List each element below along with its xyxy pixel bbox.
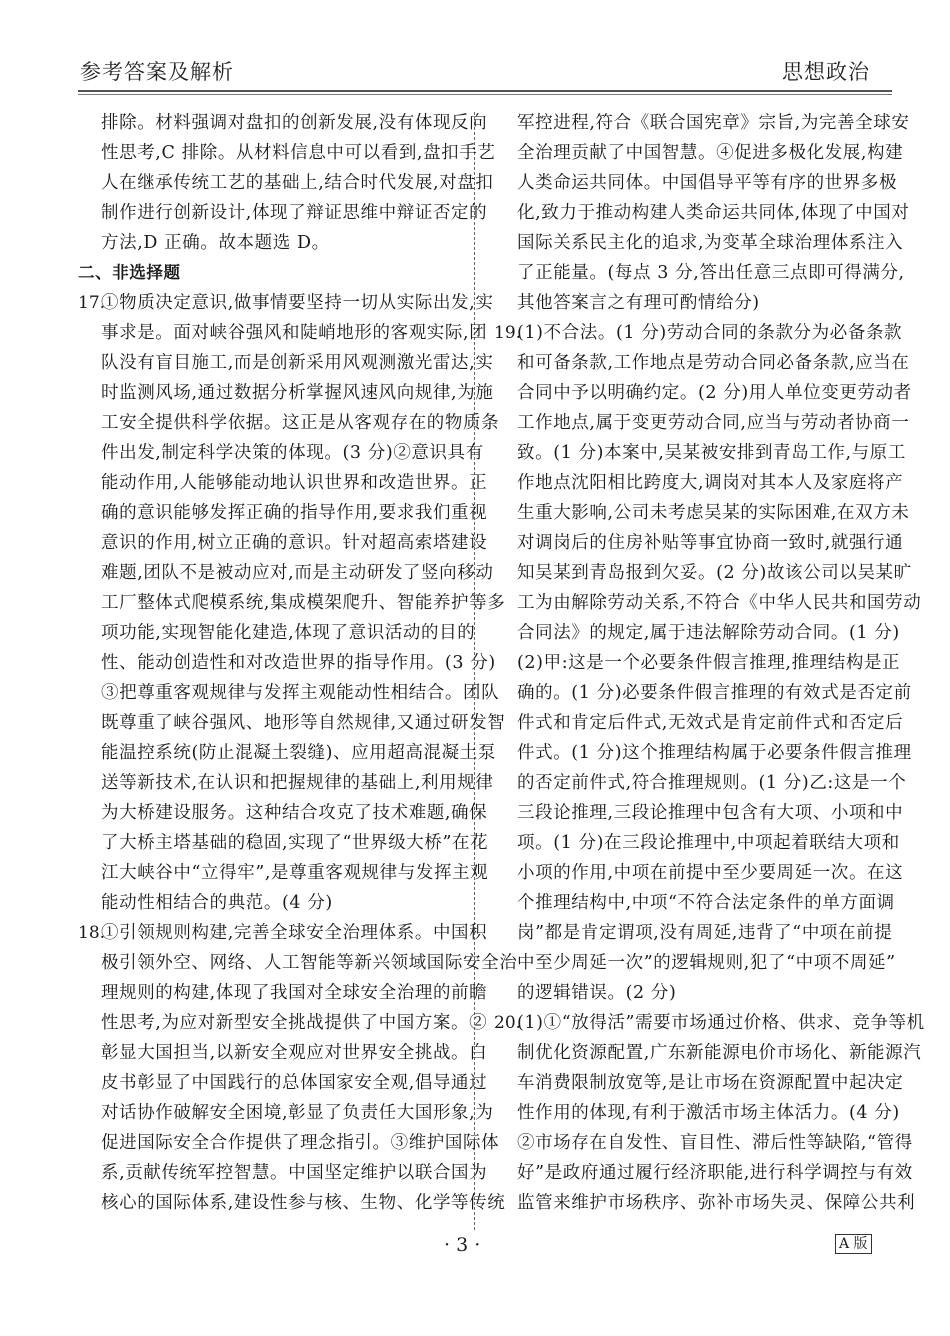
line-text: 人类命运共同体。中国倡导平等有序的世界多极 [517, 173, 898, 193]
line-text: 化,致力于推动构建人类命运共同体,体现了中国对 [517, 203, 910, 223]
text-line [494, 738, 912, 768]
line-text: 对调岗后的住房补贴等事宜协商一致时,就强行通 [517, 533, 904, 553]
line-text: 为大桥建设服务。这种结合攻克了技术难题,确保 [101, 803, 488, 823]
line-text: 工厂整体式爬模系统,集成模架爬升、智能养护等多 [101, 593, 506, 613]
text-line [78, 588, 506, 618]
line-text: 彰显大国担当,以新安全观应对世界安全挑战。白 [101, 1043, 488, 1063]
line-text: 促进国际安全合作提供了理念指引。③维护国际体 [101, 1133, 500, 1153]
text-line [78, 828, 489, 858]
line-text: 制作进行创新设计,体现了辩证思维中辩证否定的 [101, 203, 488, 223]
text-line [78, 678, 500, 708]
text-line [494, 1158, 913, 1188]
text-line [78, 948, 518, 978]
text-line [78, 438, 484, 468]
line-text: 合同中予以明确约定。(2 分)用人单位变更劳动者 [517, 383, 912, 403]
text-line [78, 348, 494, 378]
text-line [78, 528, 488, 558]
text-line [78, 888, 462, 918]
text-line [494, 1008, 925, 1038]
text-line [494, 348, 910, 378]
line-text: 件式和肯定后件式,无效式是肯定前件式和否定后 [517, 713, 904, 733]
text-line [78, 168, 494, 198]
text-line [494, 378, 912, 408]
line-text: 知吴某到青岛报到欠妥。(2 分)故该公司以吴某旷 [517, 563, 912, 583]
text-line [78, 468, 488, 498]
text-line [78, 138, 496, 168]
text-line [494, 198, 910, 228]
text-line [494, 258, 905, 288]
text-line [494, 468, 904, 498]
line-text: 好”是政府通过履行经济职能,进行科学调控与有效 [517, 1163, 913, 1183]
line-text: 小项的作用,中项在前提中至少要周延一次。在这 [517, 863, 904, 883]
text-line [494, 108, 910, 138]
text-line [78, 648, 496, 678]
text-line [494, 318, 903, 348]
text-line [494, 948, 896, 978]
version-badge: A 版 [835, 1234, 872, 1254]
text-line [494, 678, 912, 708]
text-line [78, 1068, 488, 1098]
text-line [78, 768, 494, 798]
text-line [78, 708, 506, 738]
text-line [494, 558, 912, 588]
line-text: 事求是。面对峡谷强风和陡峭地形的客观实际,团 [101, 323, 488, 343]
line-text: 性作用的体现,有利于激活市场主体活力。(4 分) [517, 1103, 900, 1123]
line-text: 确的。(1 分)必要条件假言推理的有效式是否定前 [517, 683, 912, 703]
line-text: 理规则的构建,体现了我国对全球安全治理的前瞻 [101, 983, 488, 1003]
text-line [494, 1128, 913, 1158]
text-line [78, 1038, 488, 1068]
line-text: ①引领规则构建,完善全球安全治理体系。中国积 [101, 923, 488, 943]
line-text: 车消费限制放宽等,是让市场在资源配置中起决定 [517, 1073, 904, 1093]
question-number: 20. [494, 1013, 522, 1033]
line-text: 全治理贡献了中国智慧。④促进多极化发展,构建 [517, 143, 904, 163]
text-line [494, 798, 904, 828]
question-number: 18. [78, 923, 106, 943]
text-line [494, 588, 922, 618]
text-line [78, 918, 488, 948]
line-text: 工安全提供科学依据。这正是从客观存在的物质条 [101, 413, 500, 433]
line-text: 系,贡献传统军控智慧。中国坚定维护以联合国为 [101, 1163, 488, 1183]
line-text: 工作地点,属于变更劳动合同,应当与劳动者协商一 [517, 413, 910, 433]
text-line [494, 1038, 922, 1068]
line-text: 能动作用,人能够能动地认识世界和改造世界。正 [101, 473, 488, 493]
line-text: 性思考,C 排除。从材料信息中可以看到,盘扣手艺 [101, 143, 496, 163]
line-text: 既尊重了峡谷强风、地形等自然规律,又通过研发智 [101, 713, 506, 733]
text-line [78, 618, 476, 648]
line-text: (1)①“放得活”需要市场通过价格、供求、竞争等机 [517, 1013, 925, 1033]
line-text: 江大峡谷中“立得牢”,是尊重客观规律与发挥主观 [101, 863, 489, 883]
text-line [494, 768, 907, 798]
line-text: 项。(1 分)在三段论推理中,中项起着联结大项和 [517, 833, 900, 853]
line-text: 制优化资源配置,广东新能源电价市场化、新能源汽 [517, 1043, 922, 1063]
line-text: 意识的作用,树立正确的意识。针对超高索塔建设 [101, 533, 488, 553]
line-text: 方法,D 正确。故本题选 D。 [101, 233, 330, 253]
line-text: 件出发,制定科学决策的体现。(3 分)②意识具有 [101, 443, 484, 463]
text-line [78, 978, 488, 1008]
subject-title: 思想政治 [782, 60, 870, 84]
section-heading: 二、非选择题 [78, 263, 181, 282]
text-line [78, 1008, 488, 1038]
line-text: 能温控系统(防止混凝土裂缝)、应用超高混凝土泵 [101, 743, 496, 763]
text-line [494, 1188, 916, 1218]
line-text: 性思考,为应对新型安全挑战提供了中国方案。② [101, 1013, 488, 1033]
line-text: 国际关系民主化的追求,为变革全球治理体系注入 [517, 233, 904, 253]
text-line [494, 978, 878, 1008]
text-line [78, 1098, 494, 1128]
text-line [494, 1068, 904, 1098]
header-rule-thin [78, 94, 892, 95]
line-text: 送等新技术,在认识和把握规律的基础上,利用规律 [101, 773, 494, 793]
text-line [78, 1128, 500, 1158]
text-line [78, 1188, 506, 1218]
line-text: 和可备条款,工作地点是劳动合同必备条款,应当在 [517, 353, 910, 373]
line-text: 的逻辑错误。(2 分) [517, 983, 677, 1003]
line-text: 了正能量。(每点 3 分,答出任意三点即可得满分, [517, 263, 905, 283]
line-text: 岗”都是肯定谓项,没有周延,违背了“中项在前提 [517, 923, 893, 943]
line-text: 作地点沈阳相比跨度大,调岗对其本人及家庭将产 [517, 473, 904, 493]
line-text: ②市场存在自发性、盲目性、滞后性等缺陷,“管得 [517, 1133, 913, 1153]
line-text: 军控进程,符合《联合国宪章》宗旨,为完善全球安 [517, 113, 910, 133]
line-text: ③把尊重客观规律与发挥主观能动性相结合。团队 [101, 683, 500, 703]
line-text: 的否定前件式,符合推理规则。(1 分)乙:这是一个 [517, 773, 907, 793]
line-text: 队没有盲目施工,而是创新采用风观测激光雷达,实 [101, 353, 494, 373]
text-line [494, 228, 904, 258]
text-line [494, 618, 900, 648]
text-line [78, 228, 462, 258]
text-line [494, 498, 910, 528]
line-text: 核心的国际体系,建设性参与核、生物、化学等传统 [101, 1193, 506, 1213]
text-line [494, 708, 904, 738]
text-line [78, 498, 488, 528]
line-text: 确的意识能够发挥正确的指导作用,要求我们重视 [101, 503, 488, 523]
text-line [78, 558, 494, 588]
text-line [494, 648, 901, 678]
line-text: 个推理结构中,中项“不符合法定条件的单方面调 [517, 893, 895, 913]
text-line [494, 888, 895, 918]
text-line [494, 168, 898, 198]
text-line [78, 858, 489, 888]
line-text: 项功能,实现智能化建造,体现了意识活动的目的 [101, 623, 476, 643]
line-text: 生重大影响,公司未考虑吴某的实际困难,在双方未 [517, 503, 910, 523]
text-line [78, 288, 494, 318]
text-line [78, 318, 488, 348]
page-header [80, 58, 872, 88]
line-text: 性、能动创造性和对改造世界的指导作用。(3 分) [101, 653, 496, 673]
line-text: 难题,团队不是被动应对,而是主动研发了竖向移动 [101, 563, 494, 583]
line-text: 件式。(1 分)这个推理结构属于必要条件假言推理 [517, 743, 912, 763]
page-number: · 3 · [444, 1234, 481, 1256]
text-line [494, 858, 904, 888]
text-line [78, 198, 488, 228]
question-number: 17. [78, 293, 106, 313]
line-text: 能动性相结合的典范。(4 分) [101, 893, 333, 913]
document-title: 参考答案及解析 [80, 60, 234, 84]
text-line [494, 408, 910, 438]
line-text: 合同法》的规定,属于违法解除劳动合同。(1 分) [517, 623, 900, 643]
text-line [494, 138, 904, 168]
line-text: 时监测风场,通过数据分析掌握风速风向规律,为施 [101, 383, 494, 403]
line-text: 其他答案言之有理可酌情给分) [517, 293, 760, 313]
line-text: (2)甲:这是一个必要条件假言推理,推理结构是正 [517, 653, 901, 673]
right-column [494, 108, 925, 1218]
question-number: 19. [494, 323, 522, 343]
line-text: ①物质决定意识,做事情要坚持一切从实际出发,实 [101, 293, 494, 313]
text-line [494, 918, 893, 948]
line-text: 中至少周延一次”的逻辑规则,犯了“中项不周延” [517, 953, 896, 973]
line-text: 三段论推理,三段论推理中包含有大项、小项和中 [517, 803, 904, 823]
text-line [494, 828, 900, 858]
line-text: 对话协作破解安全困境,彰显了负责任大国形象,为 [101, 1103, 494, 1123]
text-line [78, 378, 494, 408]
header-rule [78, 90, 892, 92]
text-line [78, 738, 496, 768]
line-text: 排除。材料强调对盘扣的创新发展,没有体现反向 [101, 113, 488, 133]
line-text: 人在继承传统工艺的基础上,结合时代发展,对盘扣 [101, 173, 494, 193]
line-text: 了大桥主塔基础的稳固,实现了“世界级大桥”在花 [101, 833, 489, 853]
text-line [78, 798, 488, 828]
page-footer [0, 1234, 950, 1258]
line-text: 致。(1 分)本案中,吴某被安排到青岛工作,与原工 [517, 443, 906, 463]
text-line [78, 408, 500, 438]
line-text: (1)不合法。(1 分)劳动合同的条款分为必备条款 [517, 323, 903, 343]
text-line [494, 1098, 900, 1128]
text-line [78, 1158, 488, 1188]
line-text: 监管来维护市场秩序、弥补市场失灵、保障公共利 [517, 1193, 916, 1213]
line-text: 工为由解除劳动关系,不符合《中华人民共和国劳动 [517, 593, 922, 613]
text-line [494, 438, 906, 468]
text-line [78, 108, 488, 138]
line-text: 皮书彰显了中国践行的总体国家安全观,倡导通过 [101, 1073, 488, 1093]
line-text: 极引领外空、网络、人工智能等新兴领域国际安全治 [101, 953, 518, 973]
text-line [494, 528, 904, 558]
text-line [494, 288, 878, 318]
